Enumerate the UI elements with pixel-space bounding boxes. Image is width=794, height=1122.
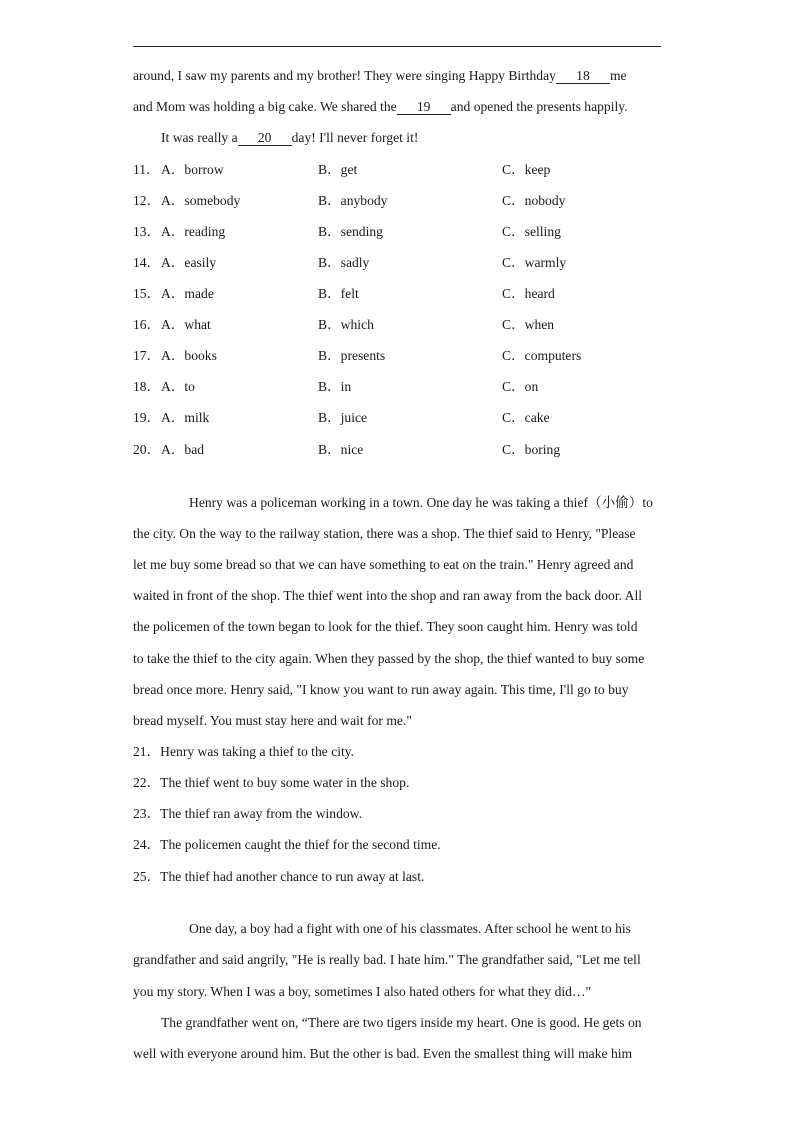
option-b[interactable]: B．nice: [318, 442, 364, 457]
header-rule: [133, 46, 661, 47]
passage3-line: The grandfather went on, “There are two tigers inside my heart. One is good. He gets on: [161, 1015, 642, 1030]
question-number: 12．: [133, 193, 161, 208]
option-b[interactable]: B．felt: [318, 286, 359, 301]
option-a[interactable]: A．what: [161, 317, 211, 332]
blank-18[interactable]: 18: [556, 68, 610, 84]
passage2-line: to take the thief to the city again. When they passed by the shop, the thief wanted to buy some: [133, 651, 645, 666]
passage3-line: One day, a boy had a fight with one of his classmates. After school he went to his: [189, 921, 631, 936]
passage2-line: the city. On the way to the railway station, there was a shop. The thief said to Henry, "Please: [133, 526, 636, 541]
question-number: 18．: [133, 379, 161, 394]
passage2-line: bread myself. You must stay here and wait for me.": [133, 713, 412, 728]
question-18-options: [133, 378, 693, 396]
option-a[interactable]: A．to: [161, 379, 195, 394]
passage1-text: and opened the presents happily.: [450, 99, 628, 114]
question-number: 19．: [133, 410, 161, 425]
passage2-line: bread once more. Henry said, "I know you want to run away again. This time, I'll go to buy: [133, 682, 629, 697]
question-15-options: [133, 285, 693, 303]
option-c[interactable]: C．on: [502, 379, 539, 394]
blank-20[interactable]: 20: [238, 130, 292, 146]
passage2-line: let me buy some bread so that we can have something to eat on the train." Henry agreed and: [133, 557, 634, 572]
option-c[interactable]: C．nobody: [502, 193, 566, 208]
passage2-line: Henry was a policeman working in a town. One day he was taking a thief（小偷）to: [189, 495, 653, 510]
question-16-options: [133, 316, 693, 334]
question-number: 14．: [133, 255, 161, 270]
option-b[interactable]: B．presents: [318, 348, 386, 363]
question-number: 16．: [133, 317, 161, 332]
passage1-text: day! I'll never forget it!: [291, 130, 419, 145]
statement-24: 24．The policemen caught the thief for the second time.: [133, 837, 441, 852]
passage1-text: and Mom was holding a big cake. We shared the: [133, 99, 397, 114]
question-number: 20．: [133, 442, 161, 457]
passage1-line3: [161, 129, 418, 147]
question-11-options: [133, 161, 693, 179]
option-a[interactable]: A．books: [161, 348, 217, 363]
passage1-line2: [133, 98, 628, 116]
question-17-options: [133, 347, 693, 365]
option-b[interactable]: B．get: [318, 162, 358, 177]
option-c[interactable]: C．heard: [502, 286, 555, 301]
question-19-options: [133, 409, 693, 427]
question-12-options: [133, 192, 693, 210]
option-b[interactable]: B．sending: [318, 224, 383, 239]
question-13-options: [133, 223, 693, 241]
question-number: 15．: [133, 286, 161, 301]
question-14-options: [133, 254, 693, 272]
statement-23: 23．The thief ran away from the window.: [133, 806, 363, 821]
option-c[interactable]: C．keep: [502, 162, 551, 177]
statement-25: 25．The thief had another chance to run away at last.: [133, 869, 425, 884]
passage1-text: around, I saw my parents and my brother! They were singing Happy Birthday: [133, 68, 556, 83]
passage3-line: well with everyone around him. But the other is bad. Even the smallest thing will make him: [133, 1046, 633, 1061]
question-number: 17．: [133, 348, 161, 363]
option-c[interactable]: C．warmly: [502, 255, 567, 270]
passage1-line1: [133, 67, 627, 85]
option-b[interactable]: B．sadly: [318, 255, 370, 270]
statement-21: 21．Henry was taking a thief to the city.: [133, 744, 355, 759]
option-a[interactable]: A．milk: [161, 410, 210, 425]
option-b[interactable]: B．juice: [318, 410, 368, 425]
passage1-text: It was really a: [161, 130, 238, 145]
passage2-line: the policemen of the town began to look for the thief. They soon caught him. Henry was told: [133, 619, 638, 634]
question-number: 13．: [133, 224, 161, 239]
option-a[interactable]: A．easily: [161, 255, 217, 270]
option-b[interactable]: B．in: [318, 379, 352, 394]
option-a[interactable]: A．bad: [161, 442, 205, 457]
passage3-line: grandfather and said angrily, "He is really bad. I hate him." The grandfather said, "Let me tell: [133, 952, 641, 967]
option-c[interactable]: C．cake: [502, 410, 550, 425]
passage1-text: me: [609, 68, 627, 83]
question-20-options: [133, 441, 693, 459]
option-a[interactable]: A．reading: [161, 224, 226, 239]
question-number: 11．: [133, 162, 160, 177]
option-c[interactable]: C．boring: [502, 442, 561, 457]
passage2-line: waited in front of the shop. The thief went into the shop and ran away from the back door. All: [133, 588, 643, 603]
option-a[interactable]: A．borrow: [161, 162, 224, 177]
blank-19[interactable]: 19: [397, 99, 451, 115]
option-c[interactable]: C．computers: [502, 348, 582, 363]
option-c[interactable]: C．selling: [502, 224, 561, 239]
option-a[interactable]: A．made: [161, 286, 214, 301]
option-b[interactable]: B．anybody: [318, 193, 388, 208]
option-a[interactable]: A．somebody: [161, 193, 241, 208]
option-b[interactable]: B．which: [318, 317, 374, 332]
passage3-line: you my story. When I was a boy, sometimes I also hated others for what they did…": [133, 984, 592, 999]
statement-22: 22．The thief went to buy some water in the shop.: [133, 775, 410, 790]
option-c[interactable]: C．when: [502, 317, 555, 332]
